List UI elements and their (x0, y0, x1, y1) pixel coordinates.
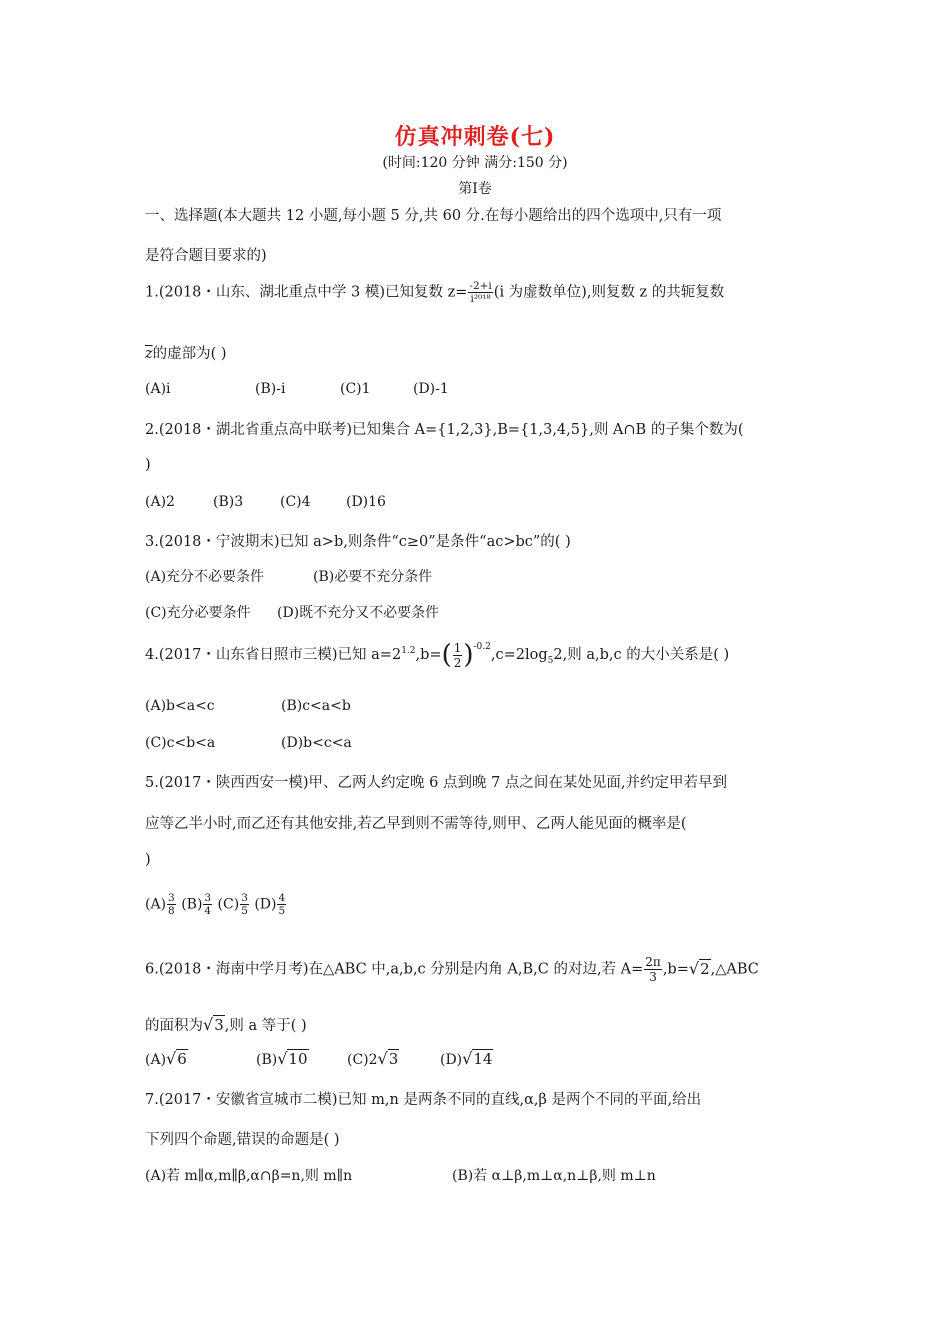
volume-label: 第Ⅰ卷 (458, 181, 492, 197)
q6-option-b-radicand: 10 (288, 1050, 308, 1068)
q6-area-sqrt: √3 (203, 1015, 224, 1034)
q4-b-fraction (453, 641, 463, 670)
q7-option-a: (A)若 m∥α,m∥β,α∩β=n,则 m∥n (145, 1168, 353, 1184)
q5-option-b-label: (B) (181, 896, 203, 913)
exam-title: 仿真冲刺卷(七) (394, 124, 556, 150)
q5-option-b-fraction (203, 892, 212, 917)
q2-option-b: (B)3 (213, 494, 244, 510)
q6-angle-den: 3 (649, 970, 657, 984)
q1-option-c: (C)1 (340, 381, 371, 397)
q5-option-a-den: 8 (168, 905, 175, 917)
question-6 (145, 955, 759, 984)
q6-option-c-sqrt: √3 (377, 1049, 399, 1068)
q6-area-radicand: 3 (214, 1016, 224, 1034)
question-4 (145, 640, 729, 670)
q7-option-b: (B)若 α⊥β,m⊥α,n⊥β,则 m⊥n (452, 1168, 656, 1184)
q5-option-b-den: 4 (204, 905, 212, 917)
q3-option-a: (A)充分不必要条件 (145, 569, 265, 585)
q6-option-a-radicand: 6 (177, 1050, 187, 1068)
q4-log-base: 5 (547, 655, 554, 666)
question-6-line2 (145, 1014, 307, 1035)
q1-conjugate-z: $\overline{z}$ (145, 346, 153, 362)
q6-option-a-sqrt: √6 (166, 1049, 187, 1068)
section-instruction-line1: 一、选择题(本大题共 12 小题,每小题 5 分,共 60 分.在每小题给出的四个选项中,只有一项 (145, 208, 722, 224)
q6-option-b-label: (B) (256, 1052, 278, 1068)
q4-stem-post: 2,则 a,b,c 的大小关系是( ) (553, 647, 730, 663)
q4-right-paren: ) (463, 640, 474, 670)
q6-line2-pre: 的面积为 (145, 1018, 203, 1034)
q1-line2-text: 的虚部为( ) (152, 346, 227, 362)
q1-stem-post: (i 为虚数单位),则复数 z 的共轭复数 (493, 284, 725, 301)
q4-b-den: 2 (453, 655, 462, 670)
q3-option-c: (C)充分必要条件 (145, 605, 251, 621)
q6-line2-post: ,则 a 等于( ) (224, 1018, 307, 1034)
q5-option-a-num: 3 (168, 892, 175, 904)
question-5-line2: 应等乙半小时,而乙还有其他安排,若乙早到则不需等待,则甲、乙两人能见面的概率是( (145, 816, 687, 832)
q1-option-a: (A)i (145, 381, 171, 397)
q3-option-b: (B)必要不充分条件 (313, 569, 433, 585)
q4-option-a: (A)b<a<c (145, 698, 215, 714)
question-7: 7.(2017・安徽省宣城市二模)已知 m,n 是两条不同的直线,α,β 是两个不同的平面,给出 (145, 1092, 702, 1108)
q4-b-exponent: -0.2 (473, 642, 491, 652)
q6-option-a (145, 1049, 188, 1068)
q5-option-b-num: 3 (204, 892, 212, 904)
q2-option-c: (C)4 (280, 494, 311, 510)
q6-stem-post: ,△ABC (710, 961, 759, 978)
section-instruction-line2: 是符合题目要求的) (145, 248, 267, 264)
q1-fraction (468, 280, 492, 305)
q4-b-num: 1 (453, 640, 462, 655)
q5-option-d-fraction (277, 892, 286, 917)
q4-left-paren: ( (441, 640, 452, 670)
q6-stem-pre: 6.(2018・海南中学月考)在△ABC 中,a,b,c 分别是内角 A,B,C 的对边,若 A= (145, 961, 644, 978)
q6-option-b-sqrt: √10 (277, 1049, 308, 1068)
q6-angle-num: 2π (645, 955, 661, 969)
q5-option-c-num: 3 (241, 892, 248, 904)
q6-b-radicand: 2 (700, 959, 710, 978)
q6-option-a-label: (A) (145, 1052, 167, 1068)
q6-option-d-radicand: 14 (473, 1050, 493, 1068)
q5-option-c-fraction (240, 892, 249, 917)
question-2: 2.(2018・湖北省重点高中联考)已知集合 A={1,2,3},B={1,3,4,5},则 A∩B 的子集个数为( (145, 422, 744, 438)
q6-option-d-label: (D) (440, 1052, 463, 1068)
q6-option-c (347, 1049, 399, 1068)
q1-stem-pre: 1.(2018・山东、湖北重点中学 3 模)已知复数 z= (145, 284, 468, 301)
q6-angle-fraction (644, 955, 662, 984)
question-5-line3: ) (145, 852, 151, 868)
question-2-line2: ) (145, 457, 151, 473)
q1-option-d: (D)-1 (413, 381, 449, 397)
q5-option-d-den: 5 (278, 905, 286, 917)
q2-option-a: (A)2 (145, 494, 175, 510)
q6-stem-mid: ,b= (662, 961, 689, 978)
q4-option-c: (C)c<b<a (145, 735, 216, 751)
q5-option-c-den: 5 (241, 905, 248, 917)
q5-option-a-label: (A) (145, 896, 167, 913)
q4-stem-pre: 4.(2017・山东省日照市三模)已知 a=2 (145, 647, 402, 663)
q5-options (145, 892, 287, 917)
q3-option-d: (D)既不充分又不必要条件 (277, 605, 440, 621)
q1-fraction-den: i²⁰¹⁸ (470, 293, 491, 305)
question-7-line2: 下列四个命题,错误的命题是( ) (145, 1132, 340, 1148)
q5-option-a-fraction (167, 892, 176, 917)
q1-option-b: (B)-i (255, 381, 286, 397)
question-3: 3.(2018・宁波期末)已知 a>b,则条件“c≥0”是条件“ac>bc”的( ) (145, 534, 571, 550)
q6-option-c-radicand: 3 (388, 1050, 399, 1068)
q4-a-exponent: 1.2 (401, 646, 416, 657)
q6-option-b (256, 1049, 309, 1068)
question-1-line2 (145, 342, 227, 363)
q4-stem-mid: ,b= (415, 647, 442, 663)
q5-option-d-label: (D) (254, 896, 277, 913)
q6-b-sqrt: √2 (688, 958, 710, 978)
q5-option-d-num: 4 (278, 892, 286, 904)
question-5: 5.(2017・陕西西安一模)甲、乙两人约定晚 6 点到晚 7 点之间在某处见面,并约定甲若早到 (145, 775, 728, 791)
q5-option-c-label: (C) (217, 896, 240, 913)
question-1 (145, 280, 724, 305)
q6-option-d (440, 1049, 493, 1068)
q2-option-d: (D)16 (346, 494, 386, 510)
q4-c-pre: ,c=2log (490, 647, 548, 663)
q4-option-d: (D)b<c<a (281, 735, 352, 751)
q6-option-d-sqrt: √14 (462, 1049, 493, 1068)
q1-fraction-num: -2+i (469, 280, 492, 292)
exam-subtitle: (时间:120 分钟 满分:150 分) (382, 155, 568, 171)
q6-option-c-label: (C)2 (347, 1052, 378, 1068)
q4-option-b: (B)c<a<b (281, 698, 351, 714)
